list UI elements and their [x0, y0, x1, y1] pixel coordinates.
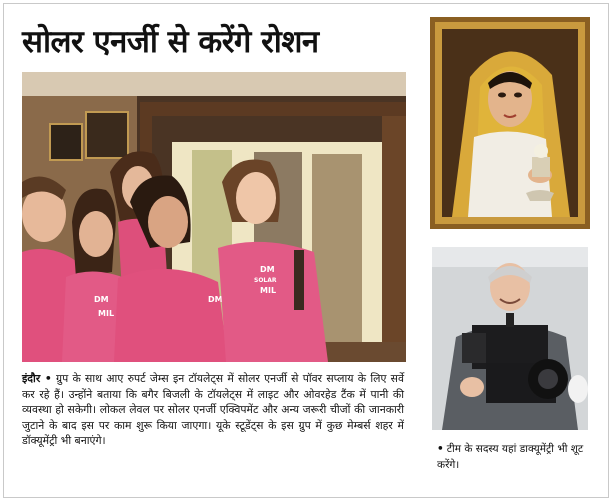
shirt-print-5: DM: [94, 295, 109, 304]
shirt-print-2: DM: [260, 265, 275, 274]
shirt-print-3: SOLAR: [254, 277, 277, 284]
caption-bullet: •: [437, 443, 444, 455]
caption-text: टीम के सदस्य यहां डाक्यूमेंट्री भी शूट करेंगे।: [437, 443, 584, 471]
shirt-print-6: MIL: [98, 309, 115, 318]
main-photo: [22, 72, 406, 362]
shirt-print-4: MIL: [260, 286, 277, 295]
shirt-print-1: DM: [208, 295, 223, 304]
camera-photo: [432, 247, 588, 430]
camera-caption: [437, 441, 587, 473]
article-body: [22, 371, 404, 449]
article-text: ग्रुप के साथ आए रुपर्ट जेम्स इन टॉयलेट्स में सोलर एनर्जी से पॉवर सप्लाय के लिए सर्वे कर रहे हैं। उन्होंने बताया कि बगैर बिजली के टॉयलेट्स में लाइट और ओवरहेड टैंक में पानी की व्यवस्था हो सकेगी। लोकल लेवल पर सोलर एनर्जी एक्विपमेंट और अन्य जरूरी चीजों की जानकारी जुटाने के बाद इस पर काम शुरू किया जाएगा। यूके स्टूडेंट्स के इस ग्रुप में कुछ मेम्बर्स शहर में डॉक्यूमेंट्री भी बनाएंगे।: [22, 372, 404, 447]
headline: सोलर एनर्जी से करेंगे रोशन: [22, 24, 319, 60]
painting-photo: [430, 17, 590, 229]
dateline: इंदौर •: [22, 372, 52, 385]
